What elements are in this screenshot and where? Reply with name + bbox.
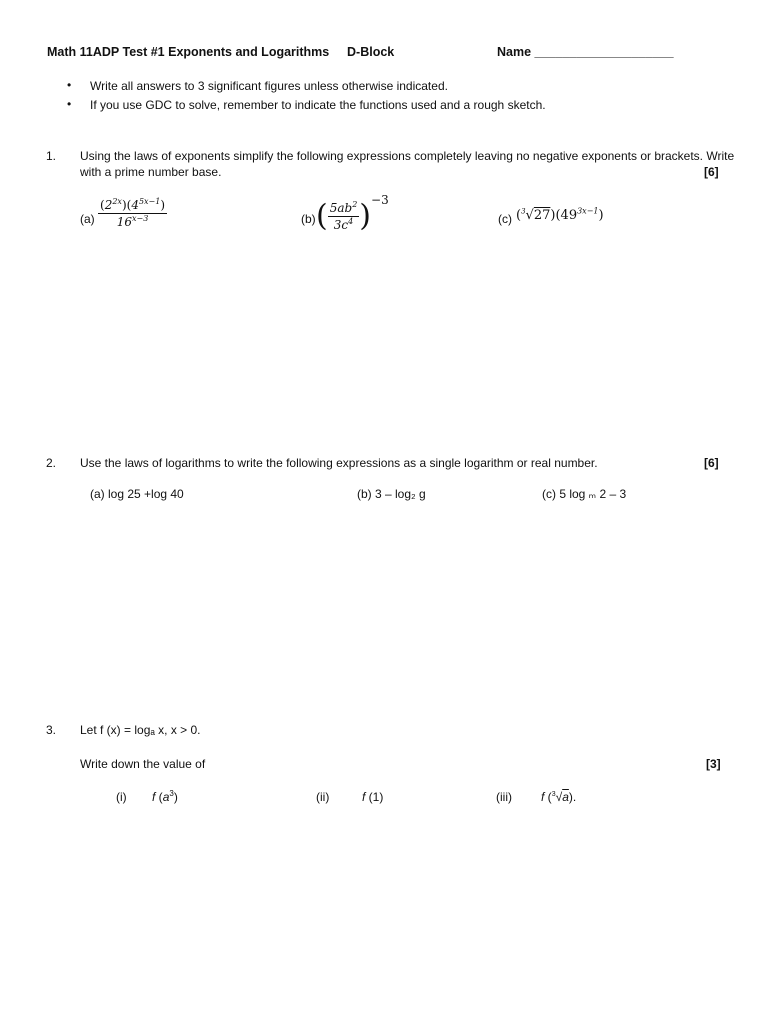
block-label: D-Block xyxy=(347,45,395,59)
bullet-icon: • xyxy=(67,97,72,111)
q3-prompt: Write down the value of xyxy=(80,757,206,771)
q1-text-line1: Using the laws of exponents simplify the following expressions completely leaving no negative exponents or brackets. Write xyxy=(80,149,735,163)
q3-number: 3. xyxy=(46,723,57,737)
q2-part-b: (b) 3 – log₂ g xyxy=(357,487,426,501)
q3-part-i-label: (i) xyxy=(116,790,127,804)
q1-text-line2: with a prime number base. xyxy=(80,165,222,179)
q3-intro: Let f (x) = logₐ x, x > 0. xyxy=(80,723,201,737)
q3-part-i-expression: f $(a^3)$ xyxy=(152,789,178,804)
q3-part-iii-expression: f ($^3$√a). xyxy=(541,790,577,804)
q3-part-ii-expression: f (1) xyxy=(362,790,384,804)
q2-part-a: (a) log 25 +log 40 xyxy=(90,487,184,501)
q2-text: Use the laws of logarithms to write the following expressions as a single logarithm or real number. xyxy=(80,456,598,470)
q1-marks: [6] xyxy=(704,165,719,179)
q3-part-ii-label: (ii) xyxy=(316,790,330,804)
q1-part-b-label: (b) xyxy=(301,212,316,226)
q1-part-c-expression: $(^3√27)(49^{3x-1})$ xyxy=(516,206,604,223)
q1-number: 1. xyxy=(46,149,57,163)
q1-part-a-label: (a) xyxy=(80,212,95,226)
instruction-1: Write all answers to 3 significant figures unless otherwise indicated. xyxy=(90,79,448,93)
q3-part-iii-label: (iii) xyxy=(496,790,512,804)
q2-marks: [6] xyxy=(704,456,719,470)
q1-part-c-label: (c) xyxy=(498,212,512,226)
test-title: Math 11ADP Test #1 Exponents and Logarithms xyxy=(47,45,330,59)
q3-marks: [3] xyxy=(706,757,721,771)
name-field: Name ____________________ xyxy=(497,45,674,59)
bullet-icon: • xyxy=(67,78,72,92)
q2-number: 2. xyxy=(46,456,57,470)
q1-part-a-expression: $\frac{(2^{2x})(4^{5x-1})}{16^{x-3}}$ xyxy=(100,197,166,229)
instruction-2: If you use GDC to solve, remember to indicate the functions used and a rough sketch. xyxy=(90,98,546,112)
q1-part-b-expression: ( $\frac{5ab^2}{3c^4}$ )−3 xyxy=(316,193,389,234)
q2-part-c: (c) 5 log ₘ 2 – 3 xyxy=(542,487,627,501)
